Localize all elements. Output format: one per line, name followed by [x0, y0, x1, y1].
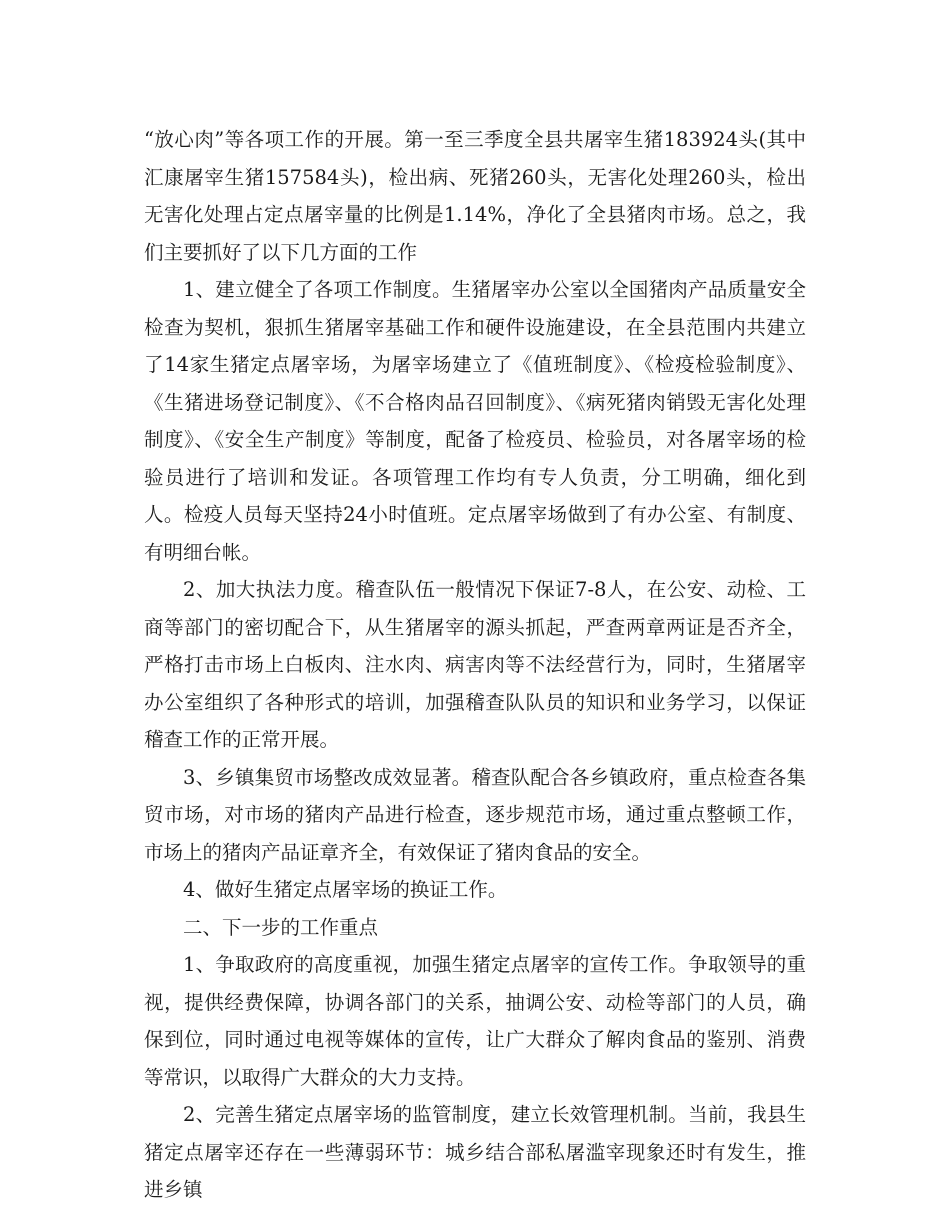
paragraph-item-4: 4、做好生猪定点屠宰场的换证工作。 — [183, 878, 508, 901]
document-body — [144, 121, 806, 1209]
paragraph-next-1: 1、争取政府的高度重视，加强生猪定点屠宰的宣传工作。争取领导的重视，提供经费保障，协调各部门的关系，抽调公安、动检等部门的人员，确保到位，同时通过电视等媒体的宣传，让广大群众了解肉食品的鉴别、消费等常识，以取得广大群众的大力支持。 — [144, 953, 806, 1089]
section-heading: 二、下一步的工作重点 — [183, 915, 379, 939]
paragraph-next-2: 2、完善生猪定点屠宰场的监管制度，建立长效管理机制。当前，我县生猪定点屠宰还存在一些薄弱环节：城乡结合部私屠滥宰现象还时有发生，推进乡镇 — [144, 1103, 806, 1201]
paragraph-item-3: 3、乡镇集贸市场整改成效显著。稽查队配合各乡镇政府，重点检查各集贸市场，对市场的猪肉产品进行检查，逐步规范市场，通过重点整顿工作，市场上的猪肉产品证章齐全，有效保证了猪肉食品的安全。 — [144, 765, 806, 864]
paragraph-item-2: 2、加大执法力度。稽查队伍一般情况下保证7-8人，在公安、动检、工商等部门的密切配合下，从生猪屠宰的源头抓起，严查两章两证是否齐全，严格打击市场上白板肉、注水肉、病害肉等不法经营行为，同时，生猪屠宰办公室组织了各种形式的培训，加强稽查队队员的知识和业务学习，以保证稽查工作的正常开展。 — [144, 578, 806, 751]
paragraph-intro: “放心肉”等各项工作的开展。第一至三季度全县共屠宰生猪183924头(其中汇康屠宰生猪157584头)，检出病、死猪260头，无害化处理260头，检出无害化处理占定点屠宰量的比例是1.14%，净化了全县猪肉市场。总之，我们主要抓好了以下几方面的工作 — [144, 128, 806, 264]
paragraph-item-1: 1、建立健全了各项工作制度。生猪屠宰办公室以全国猪肉产品质量安全检查为契机，狠抓生猪屠宰基础工作和硬件设施建设，在全县范围内共建立了14家生猪定点屠宰场，为屠宰场建立了《值班制度》、《检疫检验制度》、《生猪进场登记制度》、《不合格肉品召回制度》、《病死猪肉销毁无害化处理制度》、《安全生产制度》等制度，配备了检疫员、检验员，对各屠宰场的检验员进行了培训和发证。各项管理工作均有专人负责，分工明确，细化到人。检疫人员每天坚持24小时值班。定点屠宰场做到了有办公室、有制度、有明细台帐。 — [144, 278, 806, 564]
